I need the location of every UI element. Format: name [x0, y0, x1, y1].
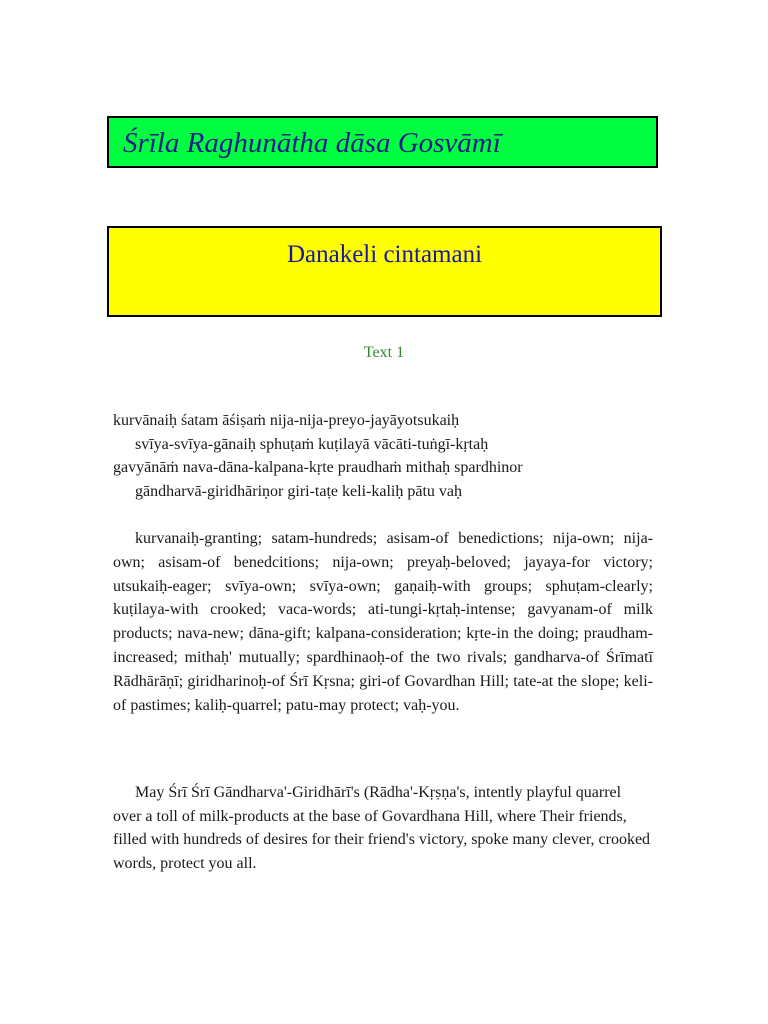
verse-line: kurvānaiḥ śatam āśiṣaṁ nija-nija-preyo-jayāyotsukaiḥ [113, 412, 460, 429]
synonyms-paragraph: kurvanaiḥ-granting; satam-hundreds; asisam-of benedictions; nija-own; nija-own; asisam-of benedcitions; nija-own; preyaḥ-beloved; jayaya-for victory; utsukaiḥ-eager; svīya-own; svīya-own; gaṇaiḥ-with groups; sphuṭam-clearly; kuṭilaya-with crooked; vaca-words; ati-tungi-kṛtaḥ-intense; gavyanam-of milk products; nava-new; dāna-gift; kalpana-consideration; kṛte-in the doing; praudham-increased; mithaḥ' mutually; spardhinaoḥ-of the two rivals; gandharva-of Śrīmatī Rādhārāṇī; giridharinoḥ-of Śrī Kṛsna; giri-of Govardhan Hill; tate-at the slope; keli-of pastimes; kaliḥ-quarrel; patu-may protect; vaḥ-you. [113, 530, 653, 714]
author-title: Śrīla Raghunātha dāsa Gosvāmī [123, 127, 501, 159]
work-title-box [107, 226, 662, 317]
work-title: Danakeli cintamani [286, 241, 483, 268]
author-heading-box [107, 116, 658, 168]
verse-block [113, 409, 673, 503]
verse-line: gāndharvā-giridhāriṇor giri-taṭe keli-kaliḥ pātu vaḥ [135, 482, 462, 500]
text-number: Text 1 [363, 344, 405, 361]
translation-paragraph: May Śrī Śrī Gāndharva'-Giridhārī's (Rādha'-Kṛṣṇa's, intently playful quarrel over a toll of milk-products at the base of Govardhana Hill, where Their friends, filled with hundreds of desires for their friend's victory, spoke many clever, crooked words, protect you all. [113, 784, 651, 872]
verse-line: svīya-svīya-gānaiḥ sphuṭaṁ kuṭilayā vācāti-tuṅgī-kṛtaḥ [135, 435, 489, 453]
verse-line: gavyānāṁ nava-dāna-kalpana-kṛte praudhaṁ mithaḥ spardhinor [113, 459, 523, 476]
